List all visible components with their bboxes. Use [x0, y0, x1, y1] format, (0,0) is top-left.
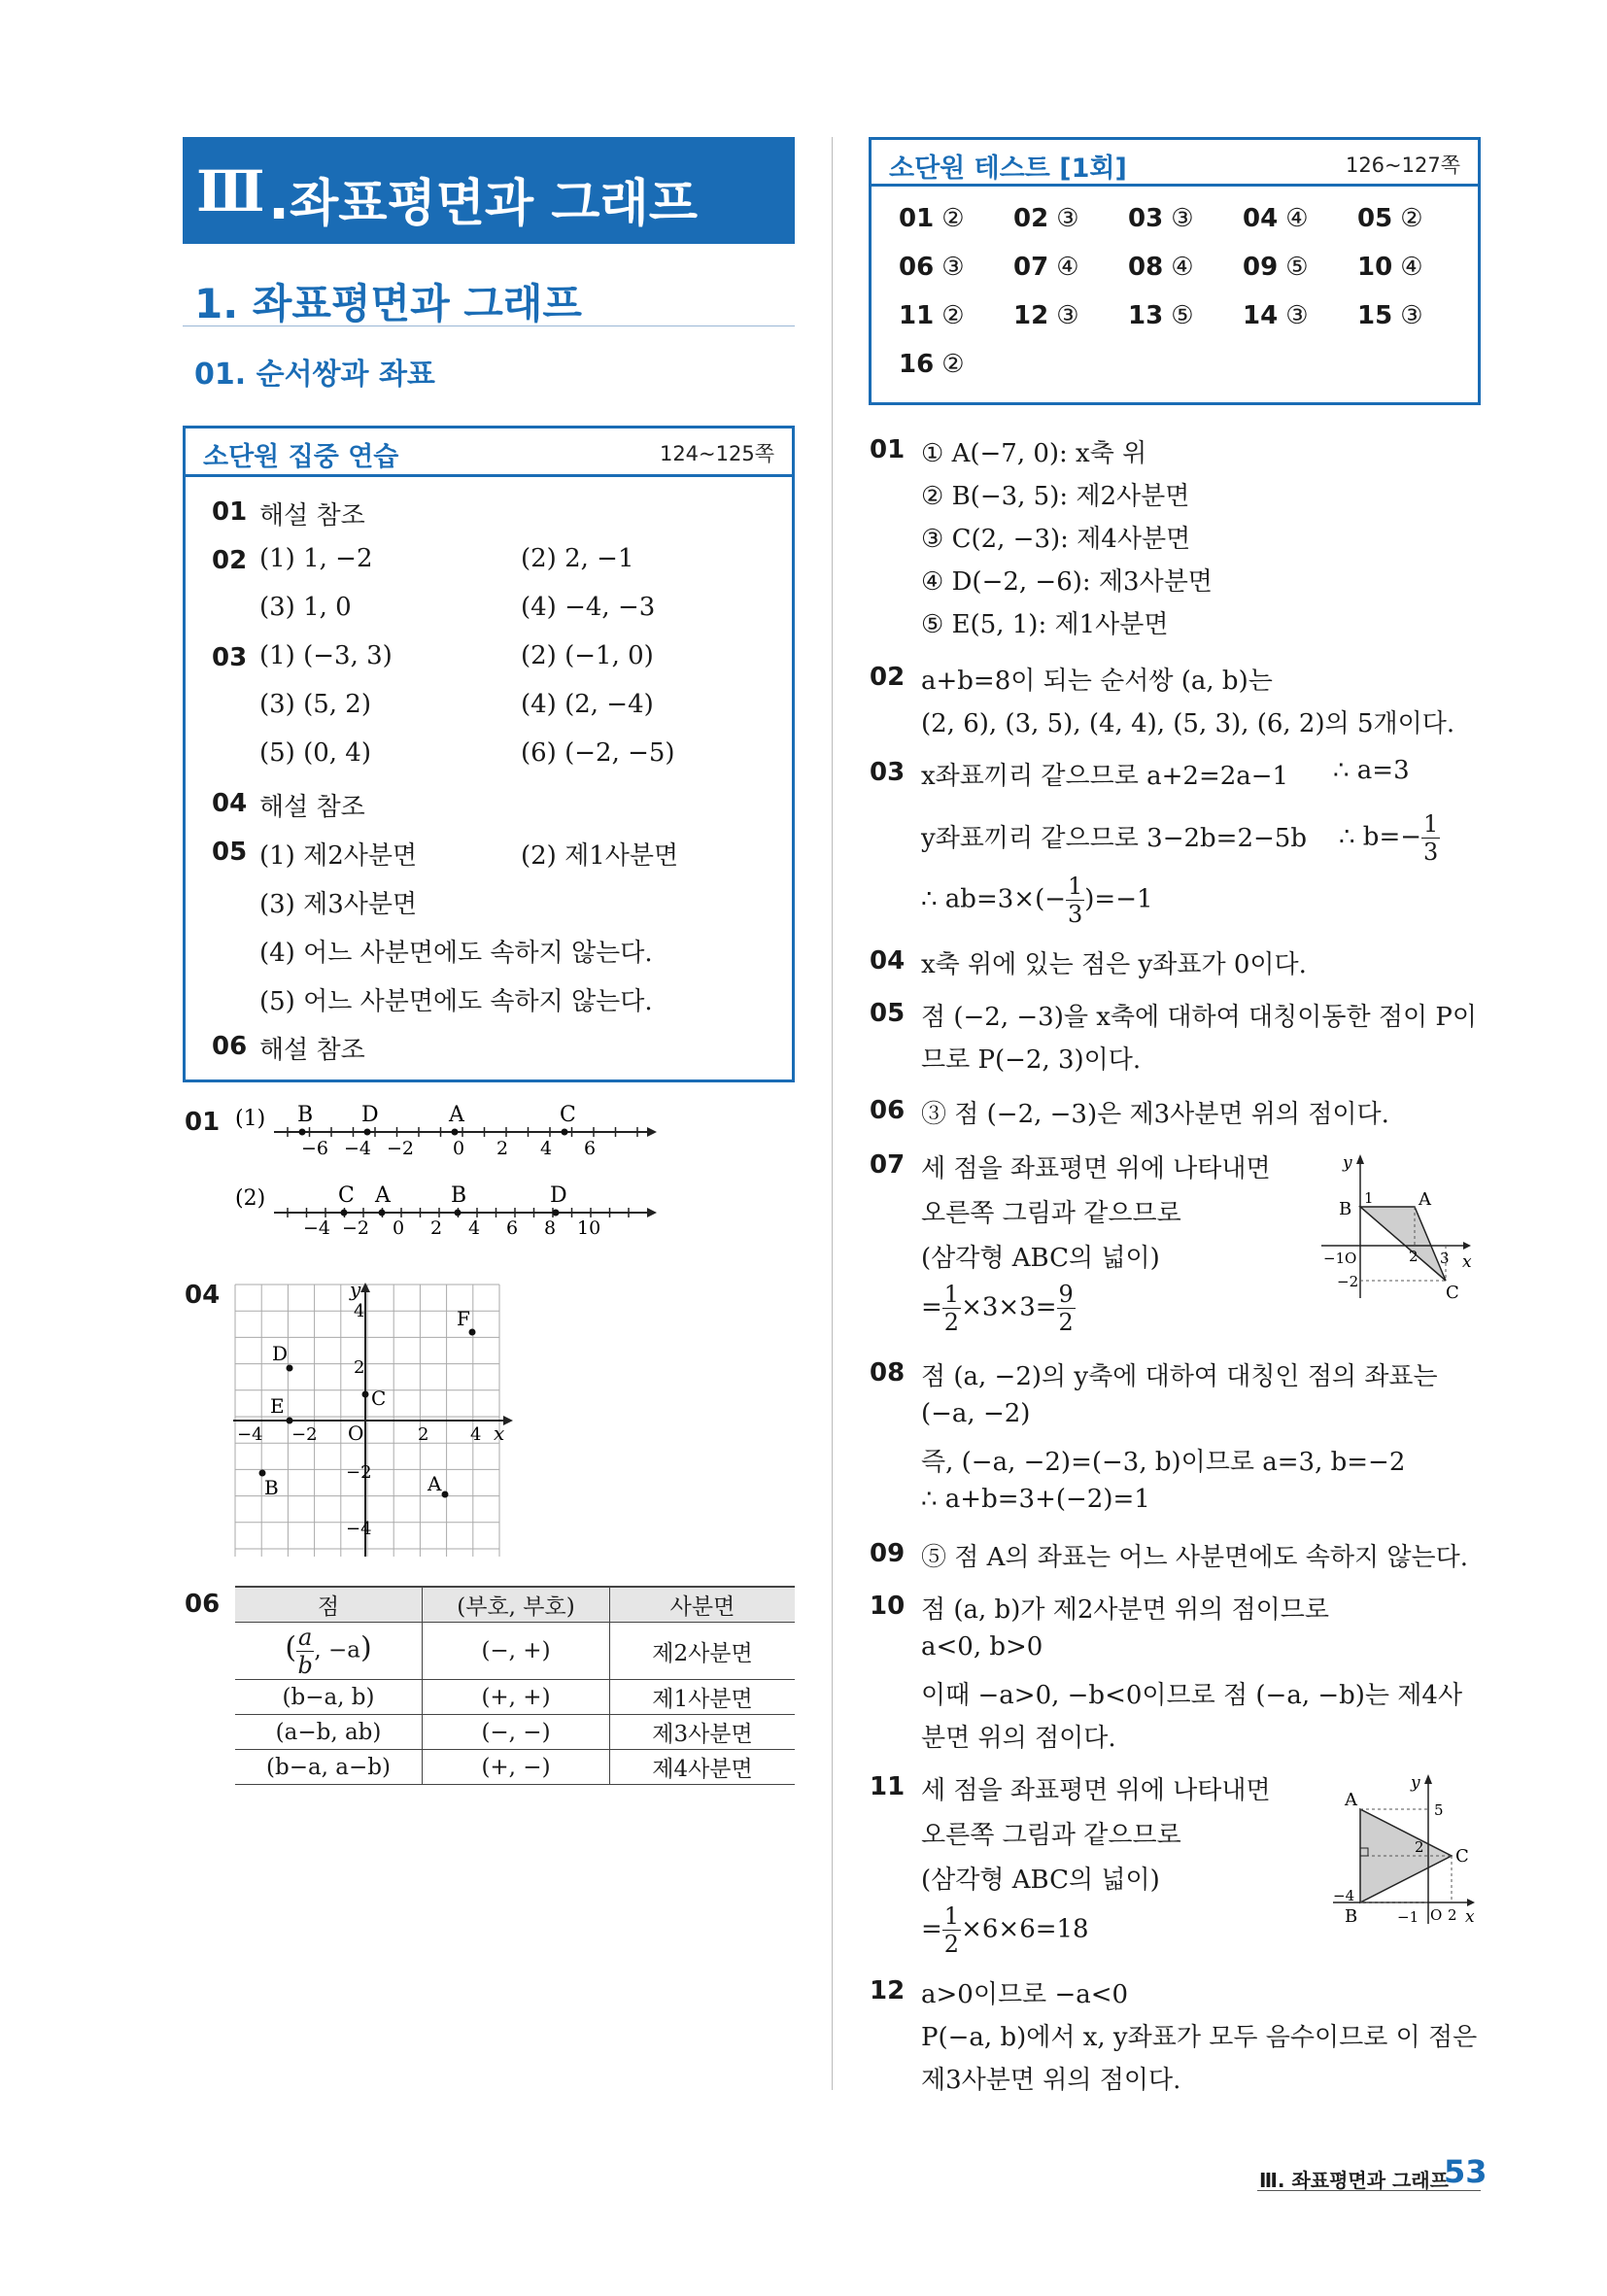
- fig-tick: 5: [1434, 1801, 1444, 1819]
- test-answer-choice: ②: [941, 301, 965, 330]
- tick-label: 2: [418, 1424, 429, 1445]
- tick-label: −2: [346, 1462, 372, 1483]
- solution-text: )=−1: [1084, 884, 1153, 914]
- test-answer-box: [869, 137, 1481, 405]
- practice-answer: (4) −4, −3: [521, 593, 656, 622]
- practice-num: 05: [212, 838, 248, 867]
- test-answer-choice: ②: [1400, 204, 1423, 233]
- solution-line: a<0, b>0: [921, 1632, 1043, 1662]
- solution-text: =: [921, 1292, 942, 1322]
- q06-sign-table: [235, 1586, 795, 1785]
- test-answer-number: 08: [1128, 253, 1164, 282]
- test-answer-number: 03: [1128, 204, 1164, 233]
- q01-number: 01: [185, 1108, 221, 1137]
- practice-answer: (2) 2, −1: [521, 544, 634, 573]
- fig-tick: −1: [1323, 1250, 1346, 1267]
- tick-label: 2: [430, 1217, 443, 1239]
- solution-line: x좌표끼리 같으므로 a+2=2a−1: [921, 762, 1289, 791]
- tick-label: −4: [344, 1138, 372, 1159]
- point-e-dot: [287, 1418, 293, 1424]
- test-answer: [1013, 253, 1079, 282]
- test-answer-number: 13: [1128, 301, 1164, 330]
- practice-answer-box: [183, 426, 795, 1082]
- fig-tick: −1: [1397, 1908, 1419, 1926]
- test-answer-choice: ③: [1285, 301, 1309, 330]
- line1-label: (1): [235, 1107, 266, 1131]
- solution-text: ×3×3=: [961, 1292, 1057, 1322]
- practice-answer: (1) 1, −2: [259, 544, 373, 573]
- tick-label: 0: [453, 1138, 465, 1159]
- point-label: B: [297, 1103, 314, 1127]
- solution-number: 04: [870, 946, 906, 976]
- test-answer-number: 14: [1243, 301, 1279, 330]
- test-answer-number: 12: [1013, 301, 1049, 330]
- test-answer: [1243, 204, 1309, 233]
- practice-box-pages: 124~125쪽: [659, 442, 774, 465]
- table-cell-point: ( $\frac{a}{b}$ , −a): [235, 1623, 423, 1680]
- test-answer: [1128, 204, 1194, 233]
- test-answer-number: 07: [1013, 253, 1049, 282]
- solution-number: 10: [870, 1592, 906, 1621]
- chapter-dot: .: [268, 166, 291, 232]
- test-answer: [1357, 204, 1423, 233]
- solution-number: 09: [870, 1539, 906, 1568]
- solution-line: 세 점을 좌표평면 위에 나타내면: [921, 1776, 1271, 1805]
- practice-answer: 해설 참조: [259, 1036, 365, 1065]
- point-label: D: [550, 1183, 567, 1208]
- practice-num: 06: [212, 1032, 248, 1061]
- frac-numerator: 1: [1068, 873, 1083, 900]
- test-answer-number: 05: [1357, 204, 1393, 233]
- tick-label: 2: [496, 1138, 509, 1159]
- solution-line: 즉, (−a, −2)=(−3, b)이므로 a=3, b=−2: [921, 1448, 1406, 1477]
- q04-number: 04: [185, 1281, 221, 1310]
- fig-point-c: C: [1446, 1283, 1459, 1303]
- tick-label: 4: [540, 1138, 553, 1159]
- practice-answer: (6) (−2, −5): [521, 738, 675, 768]
- test-answer-choice: ④: [1056, 253, 1079, 282]
- point-a-dot: [442, 1491, 449, 1498]
- point-dot: [379, 1210, 386, 1217]
- test-answer: [1128, 253, 1194, 282]
- table-header: 점: [235, 1587, 423, 1623]
- test-answer: [1013, 204, 1079, 233]
- line2-label: (2): [235, 1186, 266, 1211]
- q04-coordinate-grid: [233, 1283, 515, 1559]
- point-label: C: [338, 1183, 355, 1208]
- tick-label: 4: [354, 1301, 365, 1321]
- test-answer-choice: ③: [941, 253, 965, 282]
- solution-line: a+b=8이 되는 순서쌍 (a, b)는: [921, 667, 1273, 696]
- table-header: 사분면: [610, 1587, 796, 1623]
- solution-number: 01: [870, 435, 906, 464]
- test-answer: [1357, 301, 1423, 330]
- solution-line: ④ D(−2, −6): 제3사분면: [921, 567, 1213, 597]
- fig-tick: 2: [1409, 1248, 1419, 1265]
- s07-triangle-figure: [1321, 1152, 1477, 1308]
- practice-num: 02: [212, 546, 248, 575]
- test-answer-choice: ④: [1285, 204, 1309, 233]
- practice-answer: (3) 1, 0: [259, 593, 352, 622]
- subsection-title: 01. 순서쌍과 좌표: [194, 358, 435, 392]
- practice-answer: (2) (−1, 0): [521, 641, 654, 670]
- tick-label: 0: [393, 1217, 405, 1239]
- solution-line: ① A(−7, 0): x축 위: [921, 439, 1147, 468]
- fig-tick: 2: [1415, 1838, 1424, 1856]
- point-dot: [452, 1129, 459, 1136]
- fig-x-label: x: [1465, 1907, 1475, 1927]
- test-answer: [1243, 301, 1309, 330]
- table-cell-sign: (+, −): [423, 1750, 610, 1785]
- tick-label: 8: [544, 1217, 557, 1239]
- point-label: A: [375, 1183, 391, 1208]
- solution-line: 점 (a, −2)의 y축에 대하여 대칭인 점의 좌표는: [921, 1362, 1438, 1391]
- test-answer-choice: ②: [941, 350, 965, 379]
- fig-tick: −2: [1337, 1273, 1359, 1290]
- tick-label: −2: [387, 1138, 415, 1159]
- fig-point-a: A: [1345, 1790, 1357, 1810]
- solution-line: (삼각형 ABC의 넓이): [921, 1244, 1160, 1273]
- solution-line: x축 위에 있는 점은 y좌표가 0이다.: [921, 950, 1307, 979]
- table-header: (부호, 부호): [423, 1587, 610, 1623]
- tick-label: 4: [470, 1424, 482, 1445]
- solution-line: ③ C(2, −3): 제4사분면: [921, 525, 1191, 554]
- test-answer-choice: ⑤: [1285, 253, 1309, 282]
- practice-answer: (5) 어느 사분면에도 속하지 않는다.: [259, 987, 653, 1016]
- practice-num: 01: [212, 497, 248, 527]
- table-row: [235, 1623, 795, 1680]
- point-c-dot: [362, 1391, 369, 1398]
- point-a-label: A: [427, 1472, 442, 1495]
- test-answer-number: 09: [1243, 253, 1279, 282]
- point-b-label: B: [264, 1476, 279, 1499]
- practice-answer: 해설 참조: [259, 501, 365, 531]
- solution-line: (삼각형 ABC의 넓이): [921, 1866, 1160, 1895]
- y-axis-label: y: [350, 1283, 361, 1301]
- practice-box-title: 소단원 집중 연습: [203, 442, 399, 472]
- fig-tick: −4: [1333, 1887, 1355, 1904]
- solution-text: ×6×6=18: [961, 1914, 1089, 1944]
- solution-line: 점 (−2, −3)을 x축에 대하여 대칭이동한 점이 P이: [921, 1003, 1477, 1032]
- test-answer-number: 06: [899, 253, 935, 282]
- solution-line: a>0이므로 −a<0: [921, 1980, 1129, 2009]
- tick-label: 10: [577, 1217, 601, 1239]
- solution-line: (2, 6), (3, 5), (4, 4), (5, 3), (6, 2)의 5개이다.: [921, 709, 1455, 738]
- point-c-label: C: [371, 1387, 387, 1410]
- practice-answer: (3) (5, 2): [259, 690, 371, 719]
- frac-denominator: b: [297, 1651, 313, 1679]
- point-dot: [455, 1210, 462, 1217]
- solution-line: 세 점을 좌표평면 위에 나타내면: [921, 1154, 1271, 1183]
- point-label: A: [449, 1103, 464, 1127]
- fig-tick: 2: [1448, 1906, 1457, 1924]
- solution-text: ∴ ab=3×(−: [921, 884, 1066, 914]
- test-answer-number: 10: [1357, 253, 1393, 282]
- table-cell-point: (b−a, b): [235, 1680, 423, 1715]
- frac-numerator: 9: [1058, 1281, 1074, 1308]
- table-cell-quadrant: 제3사분면: [610, 1715, 796, 1750]
- solution-line: 므로 P(−2, 3)이다.: [921, 1045, 1142, 1075]
- fig-tick: O: [1345, 1250, 1357, 1267]
- test-answer-number: 01: [899, 204, 935, 233]
- frac-rest: , −a: [314, 1637, 360, 1662]
- fig-point-c: C: [1455, 1846, 1469, 1867]
- frac-numerator: 1: [943, 1902, 960, 1930]
- frac-numerator: a: [298, 1623, 313, 1651]
- practice-answer: (5) (0, 4): [259, 738, 371, 768]
- solution-line: y좌표끼리 같으므로 3−2b=2−5b: [921, 824, 1307, 853]
- fig-point-b: B: [1339, 1199, 1352, 1219]
- solution-line: [921, 1283, 1076, 1334]
- solution-number: 08: [870, 1358, 906, 1388]
- test-answer-choice: ④: [1171, 253, 1194, 282]
- tick-label: −2: [342, 1217, 370, 1239]
- table-row: [235, 1715, 795, 1750]
- table-cell-quadrant: 제1사분면: [610, 1680, 796, 1715]
- test-answer-choice: ③: [1171, 204, 1194, 233]
- tick-label: 4: [468, 1217, 481, 1239]
- page-number: 53: [1444, 2153, 1487, 2190]
- solution-line: ⑤ E(5, 1): 제1사분면: [921, 610, 1169, 639]
- solution-number: 06: [870, 1096, 906, 1125]
- frac-numerator: 1: [1423, 810, 1439, 838]
- point-f-label: F: [457, 1307, 470, 1330]
- q06-number: 06: [185, 1590, 221, 1619]
- solution-text: =: [921, 1914, 942, 1944]
- chapter-banner: [183, 137, 795, 244]
- practice-answer: (3) 제3사분면: [259, 890, 418, 919]
- solution-line: ② B(−3, 5): 제2사분면: [921, 482, 1190, 511]
- frac-denominator: 2: [1058, 1309, 1074, 1336]
- table-cell-sign: (+, +): [423, 1680, 610, 1715]
- solution-line: ∴ a+b=3+(−2)=1: [921, 1485, 1150, 1514]
- point-dot: [341, 1210, 348, 1217]
- table-cell-point: (a−b, ab): [235, 1715, 423, 1750]
- solution-line: 오른쪽 그림과 같으므로: [921, 1199, 1181, 1228]
- point-d-label: D: [272, 1342, 289, 1365]
- test-answer-choice: ③: [1056, 301, 1079, 330]
- test-answer-choice: ③: [1056, 204, 1079, 233]
- test-answer-choice: ⑤: [1171, 301, 1194, 330]
- test-box-pages: 126~127쪽: [1345, 154, 1460, 177]
- table-cell-quadrant: 제2사분면: [610, 1623, 796, 1680]
- test-answer-choice: ②: [941, 204, 965, 233]
- solution-line: ⑤ 점 A의 좌표는 어느 사분면에도 속하지 않는다.: [921, 1543, 1468, 1572]
- point-d-dot: [287, 1365, 293, 1372]
- test-box-title: 소단원 테스트 [1회]: [889, 154, 1127, 184]
- test-answer: [899, 301, 965, 330]
- point-label: B: [451, 1183, 467, 1208]
- solution-number: 02: [870, 663, 906, 692]
- frac-numerator: 1: [943, 1281, 960, 1308]
- tick-label: −6: [301, 1138, 329, 1159]
- table-cell-quadrant: 제4사분면: [610, 1750, 796, 1785]
- test-answer: [899, 253, 965, 282]
- point-dot: [553, 1210, 560, 1217]
- table-row: [235, 1680, 795, 1715]
- practice-answer: 해설 참조: [259, 793, 365, 822]
- test-answer-choice: ④: [1400, 253, 1423, 282]
- solution-line: [921, 1904, 1089, 1956]
- practice-num: 04: [212, 789, 248, 818]
- point-e-label: E: [270, 1394, 285, 1418]
- point-dot: [364, 1129, 371, 1136]
- table-row: [235, 1750, 795, 1785]
- frac-denominator: 2: [943, 1309, 960, 1336]
- practice-answer: (4) (2, −4): [521, 690, 654, 719]
- test-answer: [899, 350, 965, 379]
- solution-line: (−a, −2): [921, 1399, 1031, 1428]
- solution-line: 이때 −a>0, −b<0이므로 점 (−a, −b)는 제4사: [921, 1681, 1463, 1710]
- x-axis-label: x: [494, 1422, 505, 1445]
- fig-y-label: y: [1411, 1773, 1420, 1793]
- fig-tick: 3: [1440, 1250, 1450, 1267]
- practice-box-header: [186, 428, 792, 477]
- solution-line: 점 (a, b)가 제2사분면 위의 점이므로: [921, 1595, 1329, 1625]
- solution-line: 오른쪽 그림과 같으므로: [921, 1821, 1181, 1850]
- solution-text: ∴ b=−: [1339, 822, 1422, 852]
- practice-answer: (2) 제1사분면: [521, 841, 679, 871]
- point-dot: [299, 1129, 306, 1136]
- test-answer: [899, 204, 965, 233]
- solution-number: 11: [870, 1772, 906, 1801]
- s11-triangle-figure: [1314, 1770, 1479, 1936]
- practice-answer: (4) 어느 사분면에도 속하지 않는다.: [259, 939, 653, 968]
- test-answer-number: 04: [1243, 204, 1279, 233]
- solution-line: ∴ a=3: [1333, 756, 1410, 785]
- section-title: 1. 좌표평면과 그래프: [194, 280, 582, 327]
- tick-label: 6: [584, 1138, 597, 1159]
- solution-line: 제3사분면 위의 점이다.: [921, 2066, 1181, 2095]
- test-answer: [1357, 253, 1423, 282]
- test-answer-choice: ③: [1400, 301, 1423, 330]
- test-answer: [1243, 253, 1309, 282]
- tick-label: 2: [354, 1357, 365, 1378]
- practice-num: 03: [212, 643, 248, 672]
- solution-number: 05: [870, 999, 906, 1028]
- test-answer-number: 16: [899, 350, 935, 379]
- tick-label: −4: [237, 1424, 263, 1445]
- table-cell-point: (b−a, a−b): [235, 1750, 423, 1785]
- solution-line: [921, 874, 1153, 926]
- practice-answer: (1) (−3, 3): [259, 641, 393, 670]
- solution-number: 07: [870, 1150, 906, 1180]
- tick-label: −4: [303, 1217, 331, 1239]
- solution-number: 12: [870, 1976, 906, 2005]
- point-dot: [562, 1129, 568, 1136]
- origin-label: O: [348, 1422, 364, 1445]
- solution-line: [1339, 812, 1440, 864]
- test-answer-number: 11: [899, 301, 935, 330]
- point-label: C: [560, 1103, 576, 1127]
- fig-y-label: y: [1343, 1153, 1352, 1173]
- solution-line: 분면 위의 점이다.: [921, 1724, 1116, 1753]
- point-label: D: [361, 1103, 379, 1127]
- q01-number-lines: [229, 1098, 657, 1244]
- fig-tick: 1: [1364, 1189, 1374, 1207]
- test-answer-number: 15: [1357, 301, 1393, 330]
- fig-point-a: A: [1419, 1189, 1431, 1210]
- table-cell-sign: (−, −): [423, 1715, 610, 1750]
- frac-denominator: 3: [1068, 901, 1083, 928]
- tick-label: −4: [346, 1519, 372, 1539]
- tick-label: 6: [506, 1217, 519, 1239]
- frac-denominator: 2: [943, 1931, 960, 1958]
- table-cell-sign: (−, +): [423, 1623, 610, 1680]
- test-answer: [1128, 301, 1194, 330]
- frac-denominator: 3: [1423, 839, 1439, 866]
- column-divider: [832, 137, 833, 2090]
- fig-x-label: x: [1462, 1252, 1472, 1272]
- solution-line: ③ 점 (−2, −3)은 제3사분면 위의 점이다.: [921, 1100, 1389, 1129]
- solution-line: P(−a, b)에서 x, y좌표가 모두 음수이므로 이 점은: [921, 2023, 1478, 2052]
- chapter-numeral: Ⅲ: [196, 158, 265, 224]
- solution-number: 03: [870, 758, 906, 787]
- test-box-header: [872, 140, 1478, 187]
- practice-answer: (1) 제2사분면: [259, 841, 418, 871]
- test-answer-number: 02: [1013, 204, 1049, 233]
- test-answer: [1013, 301, 1079, 330]
- chapter-title: 좌표평면과 그래프: [290, 175, 698, 233]
- footer-chapter: Ⅲ. 좌표평면과 그래프: [1259, 2169, 1449, 2192]
- fig-point-b: B: [1345, 1906, 1358, 1927]
- fig-tick: O: [1430, 1906, 1443, 1924]
- tick-label: −2: [291, 1424, 318, 1445]
